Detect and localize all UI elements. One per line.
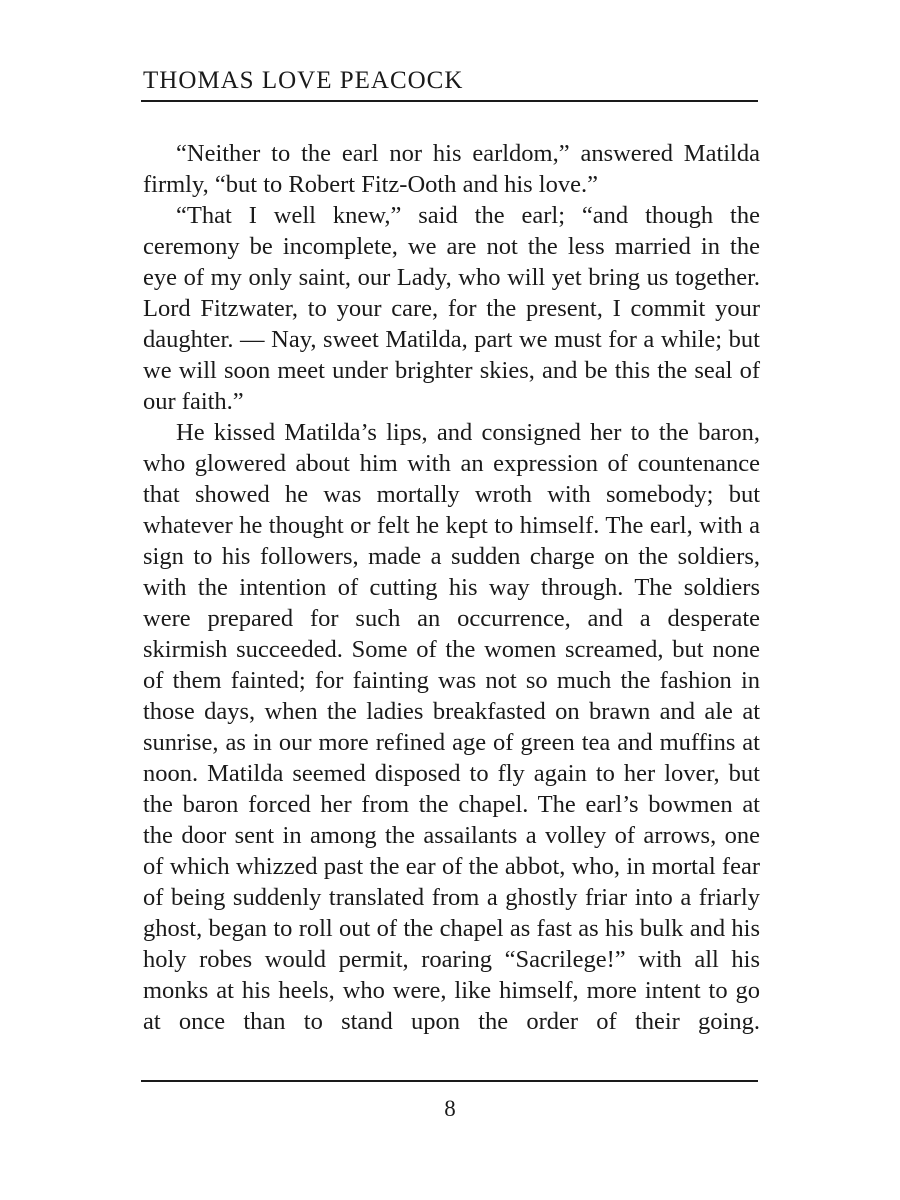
paragraph-2: “That I well knew,” said the earl; “and though the ceremony be incomplete, we are not the less married in the eye of my only saint, our Lady, who will yet bring us together. Lord Fitzwater, to your care, for the present, I commit your daughter. — Nay, sweet Matilda, part we must for a while; but we will soon meet under brighter skies, and be this the seal of our faith.” (143, 202, 760, 415)
footer-rule (141, 1080, 758, 1082)
body-text (143, 138, 760, 1037)
header-rule (141, 100, 758, 102)
paragraph-3: He kissed Matilda’s lips, and consigned her to the baron, who glowered about him with an expression of countenance that showed he was mortally wroth with somebody; but whatever he thought or felt he kept to himself. The earl, with a sign to his followers, made a sudden charge on the soldiers, with the intention of cutting his way through. The soldiers were prepared for such an occurrence, and a desperate skirmish succeeded. Some of the women screamed, but none of them fainted; for fainting was not so much the fashion in those days, when the ladies breakfasted on brawn and ale at sunrise, as in our more refined age of green tea and muffins at noon. Matilda seemed disposed to fly again to her lover, but the baron forced her from the chapel. The earl’s bowmen at the door sent in among the assailants a volley of arrows, one of which whizzed past the ear of the abbot, who, in mortal fear of being suddenly translated from a ghostly friar into a friarly ghost, began to roll out of the chapel as fast as his bulk and his holy robes would permit, roaring “Sacrilege!” with all his monks at his heels, who were, like himself, more intent to go at once than to stand upon the order of their going. (143, 419, 760, 1035)
page-number: 8 (444, 1096, 456, 1121)
paragraph-1: “Neither to the earl nor his earldom,” answered Matilda firmly, “but to Robert Fitz-Ooth and his love.” (143, 140, 760, 198)
running-header-title: THOMAS LOVE PEACOCK (143, 67, 464, 94)
